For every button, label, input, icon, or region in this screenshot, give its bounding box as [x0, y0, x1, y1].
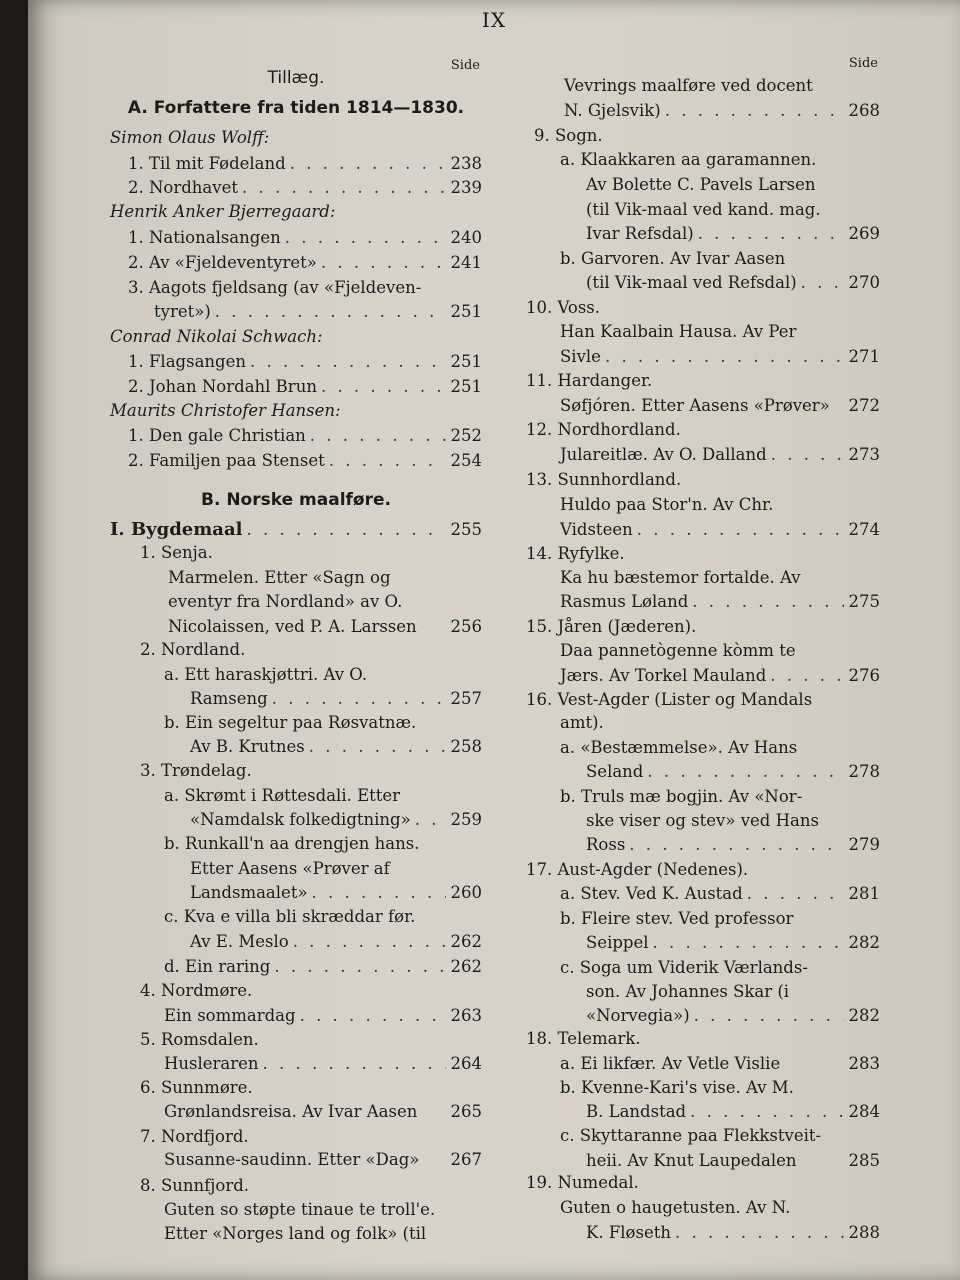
- toc-line: [110, 1175, 482, 1197]
- toc-entry-text: «Norvegia»): [586, 1006, 690, 1025]
- toc-line: [110, 785, 482, 807]
- leader-dots: [649, 932, 844, 954]
- toc-entry-text: (til Vik-maal ved kand. mag.: [586, 200, 821, 219]
- toc-entry-text: heii. Av Knut Laupedalen: [586, 1151, 797, 1170]
- leader-dots: [317, 252, 446, 274]
- toc-page-number: 284: [848, 1102, 880, 1121]
- toc-entry-text: 2. Av «Fjeldeventyret»: [128, 253, 317, 272]
- leader-dots: [286, 153, 446, 175]
- toc-entry-text: c. Soga um Viderik Værlands-: [560, 958, 808, 977]
- toc-page-number: 258: [450, 737, 482, 756]
- toc-line: [110, 1053, 482, 1075]
- toc-entry-text: a. Klaakkaren aa garamannen.: [560, 150, 817, 169]
- toc-entry-text: 11. Hardanger.: [526, 371, 653, 390]
- toc-line: [110, 760, 482, 782]
- toc-line: [110, 688, 482, 710]
- toc-page-number: 274: [848, 520, 880, 539]
- toc-line: [520, 494, 880, 516]
- toc-line: [520, 737, 880, 759]
- toc-line: [520, 1053, 880, 1075]
- toc-entry-text: 3. Trøndelag.: [140, 761, 252, 780]
- leader-dots: [211, 301, 446, 323]
- toc-entry-text: Nicolaissen, ved P. A. Larssen: [168, 617, 417, 636]
- toc-page-number: 281: [848, 884, 880, 903]
- toc-entry-text: 2. Johan Nordahl Brun: [128, 377, 317, 396]
- toc-line: [520, 957, 880, 979]
- toc-entry-text: Vevrings maalføre ved docent: [564, 76, 813, 95]
- toc-line: [520, 1028, 880, 1050]
- toc-entry-text: 2. Familjen paa Stenset: [128, 451, 325, 470]
- toc-line: [110, 326, 482, 348]
- toc-entry-text: 18. Telemark.: [526, 1029, 641, 1048]
- toc-entry-text: N. Gjelsvik): [564, 101, 661, 120]
- toc-line: [110, 400, 482, 422]
- toc-page-number: 238: [450, 154, 482, 173]
- toc-entry-text: tyret»): [154, 302, 211, 321]
- leader-dots: [694, 223, 844, 245]
- toc-entry-text: son. Av Johannes Skar (i: [586, 982, 790, 1001]
- toc-entry-text: Seland: [586, 762, 644, 781]
- toc-line: [110, 301, 482, 323]
- toc-line: [110, 906, 482, 928]
- leader-dots: [601, 346, 844, 368]
- toc-line: [520, 786, 880, 808]
- toc-entry-text: Husleraren: [164, 1054, 259, 1073]
- toc-line: [110, 956, 482, 978]
- toc-entry-text: 6. Sunnmøre.: [140, 1078, 253, 1097]
- leader-dots: [296, 1005, 446, 1027]
- toc-line: [520, 519, 880, 541]
- toc-entry-text: Ramseng: [190, 689, 268, 708]
- toc-line: [110, 277, 482, 299]
- leader-dots: [643, 761, 844, 783]
- toc-line: [520, 100, 880, 122]
- toc-entry-text: Ein sommardag: [164, 1006, 296, 1025]
- toc-line: [110, 252, 482, 274]
- toc-entry-text: Henrik Anker Bjerregaard:: [110, 202, 336, 221]
- toc-entry-text: Han Kaalbain Hausa. Av Per: [560, 322, 797, 341]
- toc-line: [110, 450, 482, 472]
- toc-page-number: 271: [848, 347, 880, 366]
- toc-line: [110, 201, 482, 223]
- toc-entry-text: a. «Bestæmmelse». Av Hans: [560, 738, 798, 757]
- toc-line: [110, 376, 482, 398]
- toc-page-number: 268: [848, 101, 880, 120]
- toc-line: [110, 351, 482, 373]
- leader-dots: [661, 100, 844, 122]
- toc-entry-text: 13. Sunnhordland.: [526, 470, 682, 489]
- leader-dots: [270, 956, 446, 978]
- leader-dots: [306, 425, 446, 447]
- toc-entry-text: B. Norske maalføre.: [201, 490, 391, 510]
- toc-entry-text: Ivar Refsdal): [586, 224, 694, 243]
- toc-entry-text: «Namdalsk folkedigtning»: [190, 810, 411, 829]
- toc-line: [110, 1077, 482, 1099]
- toc-line: [520, 1150, 880, 1172]
- toc-line: [520, 665, 880, 687]
- toc-entry-text: 1. Senja.: [140, 543, 213, 562]
- side-column-label: Side: [450, 58, 480, 73]
- toc-line: [520, 149, 880, 171]
- toc-page-number: 254: [450, 451, 482, 470]
- toc-page-number: 288: [848, 1223, 880, 1242]
- toc-line: [110, 980, 482, 1002]
- toc-line: [110, 1029, 482, 1051]
- toc-page-number: 252: [450, 426, 482, 445]
- toc-line: [110, 1126, 482, 1148]
- toc-line: [520, 272, 880, 294]
- toc-line: [110, 712, 482, 734]
- toc-line: [520, 1172, 880, 1194]
- toc-entry-text: 14. Ryfylke.: [526, 544, 625, 563]
- toc-line: [110, 153, 482, 175]
- leader-dots: [766, 665, 844, 687]
- toc-line: [110, 1199, 482, 1221]
- toc-entry-text: a. Skrømt i Røttesdali. Etter: [164, 786, 401, 805]
- toc-entry-text: Seippel: [586, 933, 649, 952]
- leader-dots: [325, 450, 446, 472]
- toc-entry-text: Jærs. Av Torkel Mauland: [560, 666, 767, 685]
- toc-line: [520, 125, 880, 147]
- toc-entry-text: Simon Olaus Wolff:: [110, 128, 270, 147]
- toc-line: [520, 591, 880, 613]
- toc-entry-text: Susanne-saudinn. Etter «Dag»: [164, 1150, 420, 1169]
- toc-entry-text: Sivle: [560, 347, 601, 366]
- toc-line: [520, 174, 880, 196]
- leader-dots: [633, 519, 844, 541]
- leader-dots: [305, 736, 446, 758]
- toc-entry-text: Conrad Nikolai Schwach:: [110, 327, 323, 346]
- toc-entry-text: b. Fleire stev. Ved professor: [560, 909, 794, 928]
- toc-page-number: 273: [848, 445, 880, 464]
- toc-entry-text: Rasmus Løland: [560, 592, 689, 611]
- toc-entry-text: a. Ett haraskjøttri. Av O.: [164, 665, 368, 684]
- toc-entry-text: Guten so støpte tinaue te troll'e.: [164, 1200, 436, 1219]
- toc-line: [520, 761, 880, 783]
- toc-line: [110, 1101, 482, 1123]
- toc-entry-text: 15. Jåren (Jæderen).: [526, 617, 697, 636]
- toc-line: [110, 227, 482, 249]
- toc-entry-text: b. Truls mæ bogjin. Av «Nor-: [560, 787, 803, 806]
- toc-line: [520, 543, 880, 565]
- toc-line: [520, 1005, 880, 1027]
- toc-page-number: 269: [848, 224, 880, 243]
- toc-entry-text: Marmelen. Etter «Sagn og: [168, 568, 391, 587]
- toc-line: [110, 67, 482, 89]
- toc-line: [520, 75, 880, 97]
- leader-dots: [242, 519, 446, 541]
- toc-entry-text: Maurits Christofer Hansen:: [110, 401, 341, 420]
- toc-entry-text: Huldo paa Stor'n. Av Chr.: [560, 495, 774, 514]
- toc-page-number: 263: [450, 1006, 482, 1025]
- toc-page-number: 270: [848, 273, 880, 292]
- toc-line: [520, 444, 880, 466]
- toc-line: [110, 664, 482, 686]
- toc-page-number: 259: [450, 810, 482, 829]
- toc-entry-text: Av B. Krutnes: [190, 737, 305, 756]
- toc-entry-text: 1. Nationalsangen: [128, 228, 281, 247]
- toc-entry-text: K. Fløseth: [586, 1223, 671, 1242]
- leader-dots: [671, 1222, 844, 1244]
- toc-entry-text: Landsmaalet»: [190, 883, 308, 902]
- toc-page-number: 282: [848, 933, 880, 952]
- toc-page-number: 272: [848, 396, 880, 415]
- toc-line: [110, 616, 482, 638]
- toc-entry-text: Ross: [586, 835, 626, 854]
- toc-entry-text: eventyr fra Nordland» av O.: [168, 592, 403, 611]
- toc-entry-text: Etter «Norges land og folk» (til: [164, 1224, 427, 1243]
- toc-line: [520, 223, 880, 245]
- leader-dots: [238, 177, 446, 199]
- toc-entry-text: Ka hu bæstemor fortalde. Av: [560, 568, 801, 587]
- toc-entry-text: 3. Aagots fjeldsang (av «Fjeldeven-: [128, 278, 422, 297]
- toc-line: [520, 1101, 880, 1123]
- toc-line: [110, 177, 482, 199]
- toc-line: [520, 1222, 880, 1244]
- toc-entry-text: 2. Nordhavet: [128, 178, 238, 197]
- toc-line: [110, 736, 482, 758]
- toc-entry-text: amt).: [560, 713, 604, 732]
- toc-line: [110, 833, 482, 855]
- leader-dots: [686, 1101, 844, 1123]
- toc-entry-text: 8. Sunnfjord.: [140, 1176, 250, 1195]
- toc-entry-text: c. Skyttaranne paa Flekkstveit-: [560, 1126, 822, 1145]
- toc-page-number: 240: [450, 228, 482, 247]
- toc-entry-text: 1. Den gale Christian: [128, 426, 306, 445]
- toc-line: [520, 908, 880, 930]
- toc-entry-text: Søfjóren. Etter Aasens «Prøver»: [560, 396, 830, 415]
- toc-page-number: 256: [450, 617, 482, 636]
- leader-dots: [767, 444, 844, 466]
- leader-dots: [308, 882, 446, 904]
- toc-entry-text: c. Kva e villa bli skræddar før.: [164, 907, 416, 926]
- toc-entry-text: Vidsteen: [560, 520, 633, 539]
- toc-line: [520, 370, 880, 392]
- toc-entry-text: 1. Flagsangen: [128, 352, 246, 371]
- toc-line: [520, 859, 880, 881]
- leader-dots: [317, 376, 446, 398]
- toc-line: [520, 689, 880, 711]
- toc-page-number: 267: [450, 1150, 482, 1169]
- toc-line: [520, 297, 880, 319]
- toc-line: [520, 346, 880, 368]
- toc-line: [110, 567, 482, 589]
- toc-line: [520, 1197, 880, 1219]
- toc-page-number: 255: [450, 520, 482, 539]
- leader-dots: [246, 351, 446, 373]
- toc-page-number: 239: [450, 178, 482, 197]
- toc-line: [110, 882, 482, 904]
- toc-page-number: 251: [450, 302, 482, 321]
- toc-line: [110, 97, 482, 119]
- toc-line: [520, 640, 880, 662]
- toc-entry-text: 10. Voss.: [526, 298, 601, 317]
- toc-line: [110, 639, 482, 661]
- toc-line: [520, 1125, 880, 1147]
- leader-dots: [289, 931, 446, 953]
- toc-page-number: 279: [848, 835, 880, 854]
- toc-line: [520, 810, 880, 832]
- leader-dots: [743, 883, 844, 905]
- toc-line: [520, 395, 880, 417]
- toc-entry-text: (til Vik-maal ved Refsdal): [586, 273, 797, 292]
- toc-entry-text: Etter Aasens «Prøver af: [190, 859, 390, 878]
- toc-line: [520, 883, 880, 905]
- toc-entry-text: 2. Nordland.: [140, 640, 246, 659]
- toc-entry-text: 19. Numedal.: [526, 1173, 639, 1192]
- toc-line: [520, 1077, 880, 1099]
- toc-page-number: 251: [450, 352, 482, 371]
- leader-dots: [411, 809, 446, 831]
- toc-line: [110, 1149, 482, 1171]
- side-column-label: Side: [848, 56, 878, 71]
- toc-entry-text: Av E. Meslo: [190, 932, 289, 951]
- toc-entry-text: Julareitlæ. Av O. Dalland: [560, 445, 767, 464]
- toc-entry-text: b. Runkall'n aa drengjen hans.: [164, 834, 420, 853]
- leader-dots: [688, 591, 844, 613]
- toc-entry-text: 5. Romsdalen.: [140, 1030, 259, 1049]
- toc-page-number: 241: [450, 253, 482, 272]
- page-number-roman: IX: [481, 8, 507, 32]
- toc-page-number: 282: [848, 1006, 880, 1025]
- toc-line: [520, 616, 880, 638]
- toc-line: [110, 425, 482, 447]
- toc-line: [110, 127, 482, 149]
- toc-entry-text: I. Bygdemaal: [110, 519, 243, 540]
- toc-entry-text: a. Ei likfær. Av Vetle Vislie: [560, 1054, 781, 1073]
- toc-line: [520, 834, 880, 856]
- toc-entry-text: Grønlandsreisa. Av Ivar Aasen: [164, 1102, 418, 1121]
- toc-page-number: 265: [450, 1102, 482, 1121]
- toc-page-number: 260: [450, 883, 482, 902]
- toc-entry-text: b. Kvenne-Kari's vise. Av M.: [560, 1078, 794, 1097]
- toc-page-number: 264: [450, 1054, 482, 1073]
- toc-line: [110, 809, 482, 831]
- toc-entry-text: B. Landstad: [586, 1102, 687, 1121]
- toc-page-number: 283: [848, 1054, 880, 1073]
- toc-entry-text: b. Ein segeltur paa Røsvatnæ.: [164, 713, 417, 732]
- toc-line: [110, 931, 482, 953]
- toc-line: [520, 981, 880, 1003]
- toc-line: [110, 591, 482, 613]
- toc-line: [110, 519, 482, 541]
- toc-entry-text: b. Garvoren. Av Ivar Aasen: [560, 249, 786, 268]
- toc-entry-text: a. Stev. Ved K. Austad: [560, 884, 743, 903]
- toc-line: [520, 321, 880, 343]
- toc-line: [110, 1223, 482, 1245]
- toc-line: [520, 712, 880, 734]
- toc-page-number: 275: [848, 592, 880, 611]
- leader-dots: [797, 272, 844, 294]
- toc-entry-text: 1. Til mit Fødeland: [128, 154, 286, 173]
- toc-page-number: 257: [450, 689, 482, 708]
- toc-entry-text: Av Bolette C. Pavels Larsen: [586, 175, 816, 194]
- toc-line: [110, 858, 482, 880]
- toc-line: [110, 542, 482, 564]
- toc-line: [520, 199, 880, 221]
- toc-entry-text: 17. Aust-Agder (Nedenes).: [526, 860, 749, 879]
- leader-dots: [281, 227, 446, 249]
- toc-entry-text: 9. Sogn.: [534, 126, 603, 145]
- leader-dots: [625, 834, 844, 856]
- toc-entry-text: ske viser og stev» ved Hans: [586, 811, 819, 830]
- toc-entry-text: Guten o haugetusten. Av N.: [560, 1198, 791, 1217]
- leader-dots: [690, 1005, 844, 1027]
- leader-dots: [259, 1053, 446, 1075]
- toc-line: [520, 932, 880, 954]
- toc-entry-text: 7. Nordfjord.: [140, 1127, 249, 1146]
- toc-line: [110, 1005, 482, 1027]
- toc-page-number: 276: [848, 666, 880, 685]
- toc-page-number: 251: [450, 377, 482, 396]
- toc-entry-text: Tillæg.: [267, 68, 325, 88]
- toc-entry-text: 4. Nordmøre.: [140, 981, 253, 1000]
- leader-dots: [268, 688, 446, 710]
- toc-page-number: 278: [848, 762, 880, 781]
- toc-page-number: 262: [450, 957, 482, 976]
- toc-entry-text: d. Ein raring: [164, 957, 271, 976]
- toc-line: [520, 469, 880, 491]
- toc-entry-text: 12. Nordhordland.: [526, 420, 681, 439]
- toc-line: [520, 419, 880, 441]
- toc-line: [110, 489, 482, 511]
- toc-line: [520, 567, 880, 589]
- toc-line: [520, 248, 880, 270]
- toc-entry-text: A. Forfattere fra tiden 1814—1830.: [127, 98, 465, 118]
- toc-page-number: 285: [848, 1151, 880, 1170]
- toc-entry-text: Daa pannetògenne kòmm te: [560, 641, 796, 660]
- toc-entry-text: 16. Vest-Agder (Lister og Mandals: [526, 690, 813, 709]
- toc-page-number: 262: [450, 932, 482, 951]
